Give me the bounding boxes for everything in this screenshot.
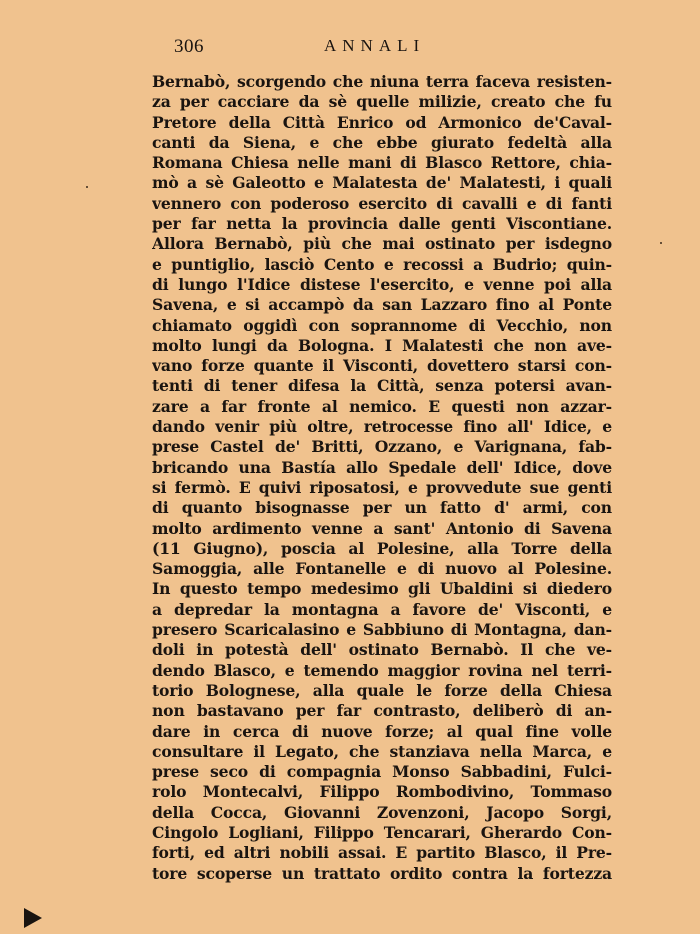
text-line: non bastavano per far contrasto, deliberò di an- [152,701,612,721]
text-line: mò a sè Galeotto e Malatesta de' Malatesti, i quali [152,173,612,193]
page-header [0,36,700,60]
ink-speck [86,186,88,188]
text-line: e puntiglio, lasciò Cento e recossi a Budrio; quin- [152,254,612,274]
text-line: a depredar la montagna a favore de' Visconti, e [152,599,612,619]
text-line: Samoggia, alle Fontanelle e di nuovo al Polesine. [152,559,612,579]
text-line: doli in potestà dell' ostinato Bernabò. Il che ve- [152,640,612,660]
text-line: bricando una Bastía allo Spedale dell' Idice, dove [152,457,612,477]
running-head: ANNALI [324,36,426,55]
text-line: dendo Blasco, e temendo maggior rovina nel terri- [152,660,612,680]
text-line: Romana Chiesa nelle mani di Blasco Rettore, chia- [152,153,612,173]
text-line: rolo Montecalvi, Filippo Rombodivino, Tommaso [152,782,612,802]
text-line: tore scoperse un trattato ordito contra la fortezza [152,863,612,883]
ink-speck [660,242,662,244]
text-line: per far netta la provincia dalle genti Viscontiane. [152,214,612,234]
text-line: Savena, e si accampò da san Lazzaro fino al Ponte [152,295,612,315]
corner-arrow-icon [24,908,42,928]
text-line: molto lungi da Bologna. I Malatesti che non ave- [152,335,612,355]
text-line: In questo tempo medesimo gli Ubaldini si diedero [152,579,612,599]
text-line: di quanto bisognasse per un fatto d' armi, con [152,498,612,518]
text-line: za per cacciare da sè quelle milizie, creato che fu [152,92,612,112]
text-line: presero Scaricalasino e Sabbiuno di Montagna, dan- [152,620,612,640]
text-line: vennero con poderoso esercito di cavalli e di fanti [152,193,612,213]
text-line: Allora Bernabò, più che mai ostinato per isdegno [152,234,612,254]
text-line: Cingolo Logliani, Filippo Tencarari, Gherardo Con- [152,822,612,842]
text-line: si fermò. E quivi riposatosi, e provvedute sue genti [152,477,612,497]
text-line: prese seco di compagnia Monso Sabbadini, Fulci- [152,762,612,782]
text-line: forti, ed altri nobili assai. E partito Blasco, il Pre- [152,843,612,863]
text-line: tenti di tener difesa la Città, senza potersi avan- [152,376,612,396]
text-line: Bernabò, scorgendo che niuna terra faceva resisten- [152,72,612,91]
text-line: torio Bolognese, alla quale le forze della Chiesa [152,680,612,700]
page-number: 306 [174,36,204,57]
text-line: Pretore della Città Enrico od Armonico de'Caval- [152,112,612,132]
text-line: zare a far fronte al nemico. E questi non azzar- [152,396,612,416]
text-line: dando venir più oltre, retrocesse fino all' Idice, e [152,417,612,437]
text-line: di lungo l'Idice distese l'esercito, e venne poi alla [152,274,612,294]
body-text [152,72,612,884]
text-line: consultare il Legato, che stanziava nella Marca, e [152,741,612,761]
text-line: della Cocca, Giovanni Zovenzoni, Jacopo Sorgi, [152,802,612,822]
text-line: (11 Giugno), poscia al Polesine, alla Torre della [152,538,612,558]
text-line: chiamato oggidì con soprannome di Vecchio, non [152,315,612,335]
text-line: canti da Siena, e che ebbe giurato fedeltà alla [152,132,612,152]
text-line: vano forze quante il Visconti, dovettero starsi con- [152,356,612,376]
text-line: molto ardimento venne a sant' Antonio di Savena [152,518,612,538]
text-line: dare in cerca di nuove forze; al qual fine volle [152,721,612,741]
text-line: prese Castel de' Britti, Ozzano, e Varignana, fab- [152,437,612,457]
